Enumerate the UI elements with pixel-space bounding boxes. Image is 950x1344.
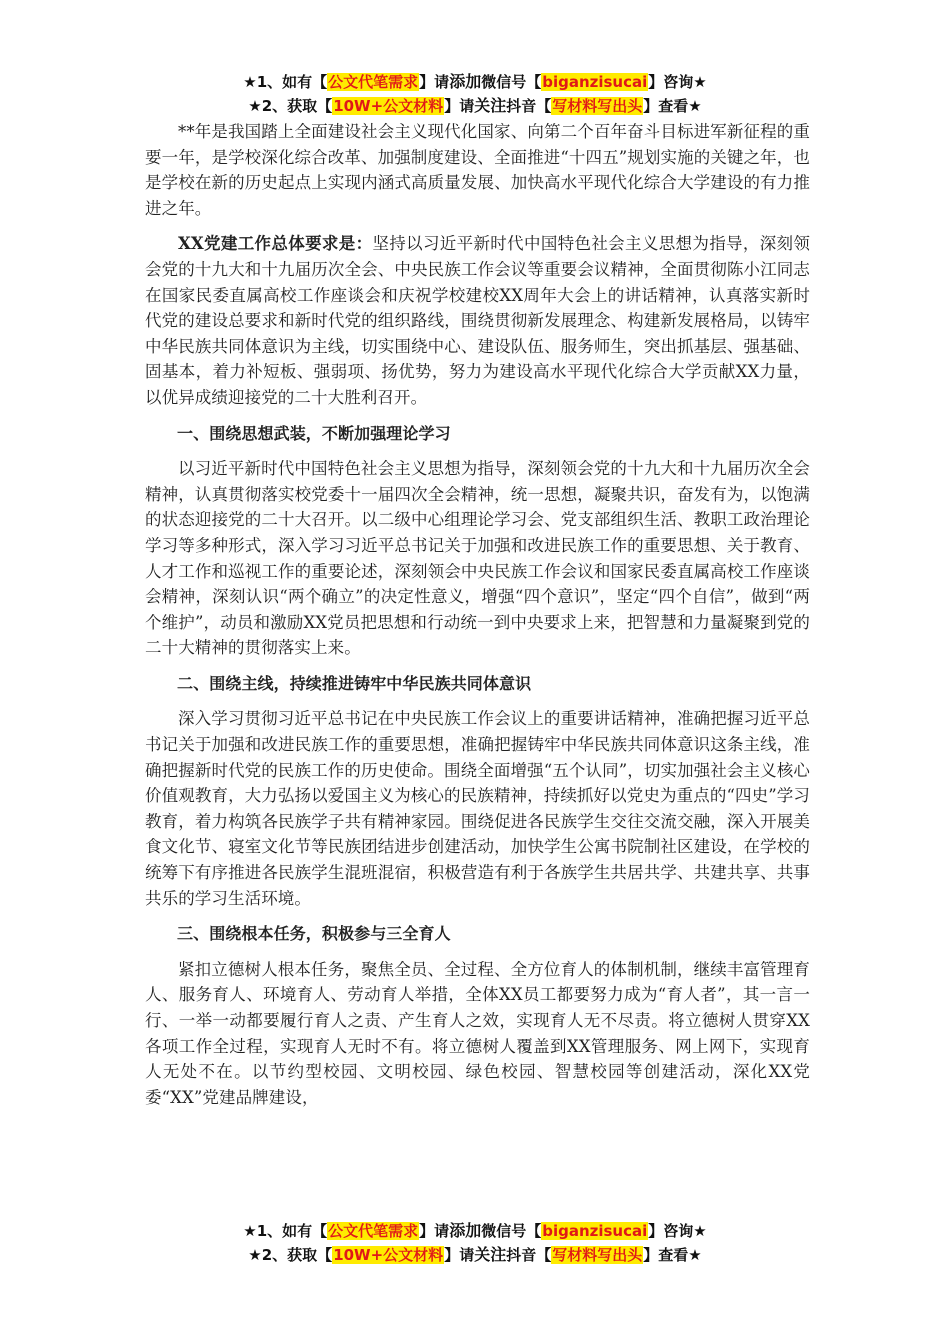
requirement-body: 坚持以习近平新时代中国特色社会主义思想为指导，深刻领会党的十九大和十九届历次全会、中央民族工作会议等重要会议精神，全面贯彻陈小江同志在国家民委直属高校工作座谈会和庆祝学校建校XX周年大会上的讲话精神，认真落实新时代党的建设总要求和新时代党的组织路线，围绕贯彻新发展理念、构建新发展格局，以铸牢中华民族共同体意识为主线，切实围绕中心、建设队伍、服务师生，突出抓基层、强基础、固基本，着力补短板、强弱项、扬优势，努力为建设高水平现代化综合大学贡献XX力量，以优异成绩迎接党的二十大胜利召开。 (145, 234, 810, 407)
promo-line-2 (0, 1243, 950, 1267)
requirement-lead: XX党建工作总体要求是： (178, 234, 373, 254)
section-2-heading: 二、围绕主线，持续推进铸牢中华民族共同体意识 (177, 673, 532, 693)
promo-highlight-douyin: 写材料写出头 (552, 1246, 643, 1264)
section-1-paragraph: 以习近平新时代中国特色社会主义思想为指导，深刻领会党的十九大和十九届历次全会精神，认真贯彻落实校党委十一届四次全会精神，统一思想，凝聚共识，奋发有为，以饱满的状态迎接党的二十大召开。以二级中心组理论学习会、党支部组织生活、教职工政治理论学习等多种形式，深入学习习近平总书记关于加强和改进民族工作的重要思想、关于教育、人才工作和巡视工作的重要论述，深刻领会中央民族工作会议和国家民委直属高校工作座谈会精神，深刻认识“两个确立”的决定性意义，增强“四个意识”，坚定“四个自信”，做到“两个维护”，动员和激励XX党员把思想和行动统一到中央要求上来，把智慧和力量凝聚到党的二十大精神的贯彻落实上来。 (145, 459, 810, 658)
promo-text: 】查看★ (643, 97, 702, 115)
section-3-paragraph: 紧扣立德树人根本任务，聚焦全员、全过程、全方位育人的体制机制，继续丰富管理育人、服务育人、环境育人、劳动育人举措，全体XX员工都要努力成为“育人者”，其一言一行、一举一动都要履行育人之责、产生育人之效，实现育人无不尽责。将立德树人贯穿XX各项工作全过程，实现育人无时不有。将立德树人覆盖到XX管理服务、网上网下，实现育人无处不在。以节约型校园、文明校园、绿色校园、智慧校园等创建活动，深化XX党委“XX”党建品牌建设， (145, 959, 810, 1107)
promo-text: 抖音【 (506, 1246, 552, 1264)
promo-highlight: 公文代笔需求 (328, 1222, 419, 1240)
promo-emphasis: 关注 (474, 96, 507, 115)
promo-text: ★1、如有【 (243, 73, 328, 91)
promo-text: ★1、如有【 (243, 1222, 328, 1240)
promo-line-1 (0, 1219, 950, 1243)
promo-highlight-wechat: biganzisucai (542, 73, 648, 91)
promo-emphasis: 添加 (449, 1221, 482, 1240)
promo-text: 】请 (444, 97, 475, 115)
section-1-heading: 一、围绕思想武装，不断加强理论学习 (177, 423, 451, 443)
promo-banner-bottom (0, 1219, 950, 1267)
promo-text: 】请 (419, 1222, 450, 1240)
promo-highlight: 公文代笔需求 (328, 73, 419, 91)
promo-text: 】请 (444, 1246, 475, 1264)
intro-paragraph: **年是我国踏上全面建设社会主义现代化国家、向第二个百年奋斗目标进军新征程的重要一年，是学校深化综合改革、加强制度建设、全面推进“十四五”规划实施的关键之年，也是学校在新的历史起点上实现内涵式高质量发展、加快高水平现代化综合大学建设的有力推进之年。 (145, 122, 810, 218)
promo-text: 微信号【 (481, 73, 542, 91)
promo-line-1 (0, 70, 950, 94)
promo-line-2 (0, 94, 950, 118)
promo-text: 】咨询★ (648, 1222, 707, 1240)
promo-text: 抖音【 (506, 97, 552, 115)
promo-text: 】请 (419, 73, 450, 91)
requirement-paragraph (145, 231, 810, 410)
promo-text: 】咨询★ (648, 73, 707, 91)
promo-highlight: 10W+公文材料 (333, 1246, 444, 1264)
promo-emphasis: 添加 (449, 72, 482, 91)
promo-emphasis: 关注 (474, 1245, 507, 1264)
section-3-heading: 三、围绕根本任务，积极参与三全育人 (177, 924, 451, 944)
document-body (145, 119, 810, 1110)
promo-highlight-douyin: 写材料写出头 (552, 97, 643, 115)
promo-highlight-wechat: biganzisucai (542, 1222, 648, 1240)
promo-text: ★2、获取【 (248, 1246, 333, 1264)
promo-text: 微信号【 (481, 1222, 542, 1240)
promo-highlight: 10W+公文材料 (333, 97, 444, 115)
promo-text: ★2、获取【 (248, 97, 333, 115)
section-2-paragraph: 深入学习贯彻习近平总书记在中央民族工作会议上的重要讲话精神，准确把握习近平总书记关于加强和改进民族工作的重要思想，准确把握铸牢中华民族共同体意识这条主线，准确把握新时代党的民族工作的历史使命。围绕全面增强“五个认同”，切实加强社会主义核心价值观教育，大力弘扬以爱国主义为核心的民族精神，持续抓好以党史为重点的“四史”学习教育，着力构筑各民族学子共有精神家园。围绕促进各民族学生交往交流交融，深入开展美食文化节、寝室文化节等民族团结进步创建活动，加快学生公寓书院制社区建设，在学校的统筹下有序推进各民族学生混班混宿，积极营造有利于各族学生共居共学、共建共享、共事共乐的学习生活环境。 (145, 709, 810, 908)
promo-banner-top (0, 70, 950, 118)
promo-text: 】查看★ (643, 1246, 702, 1264)
